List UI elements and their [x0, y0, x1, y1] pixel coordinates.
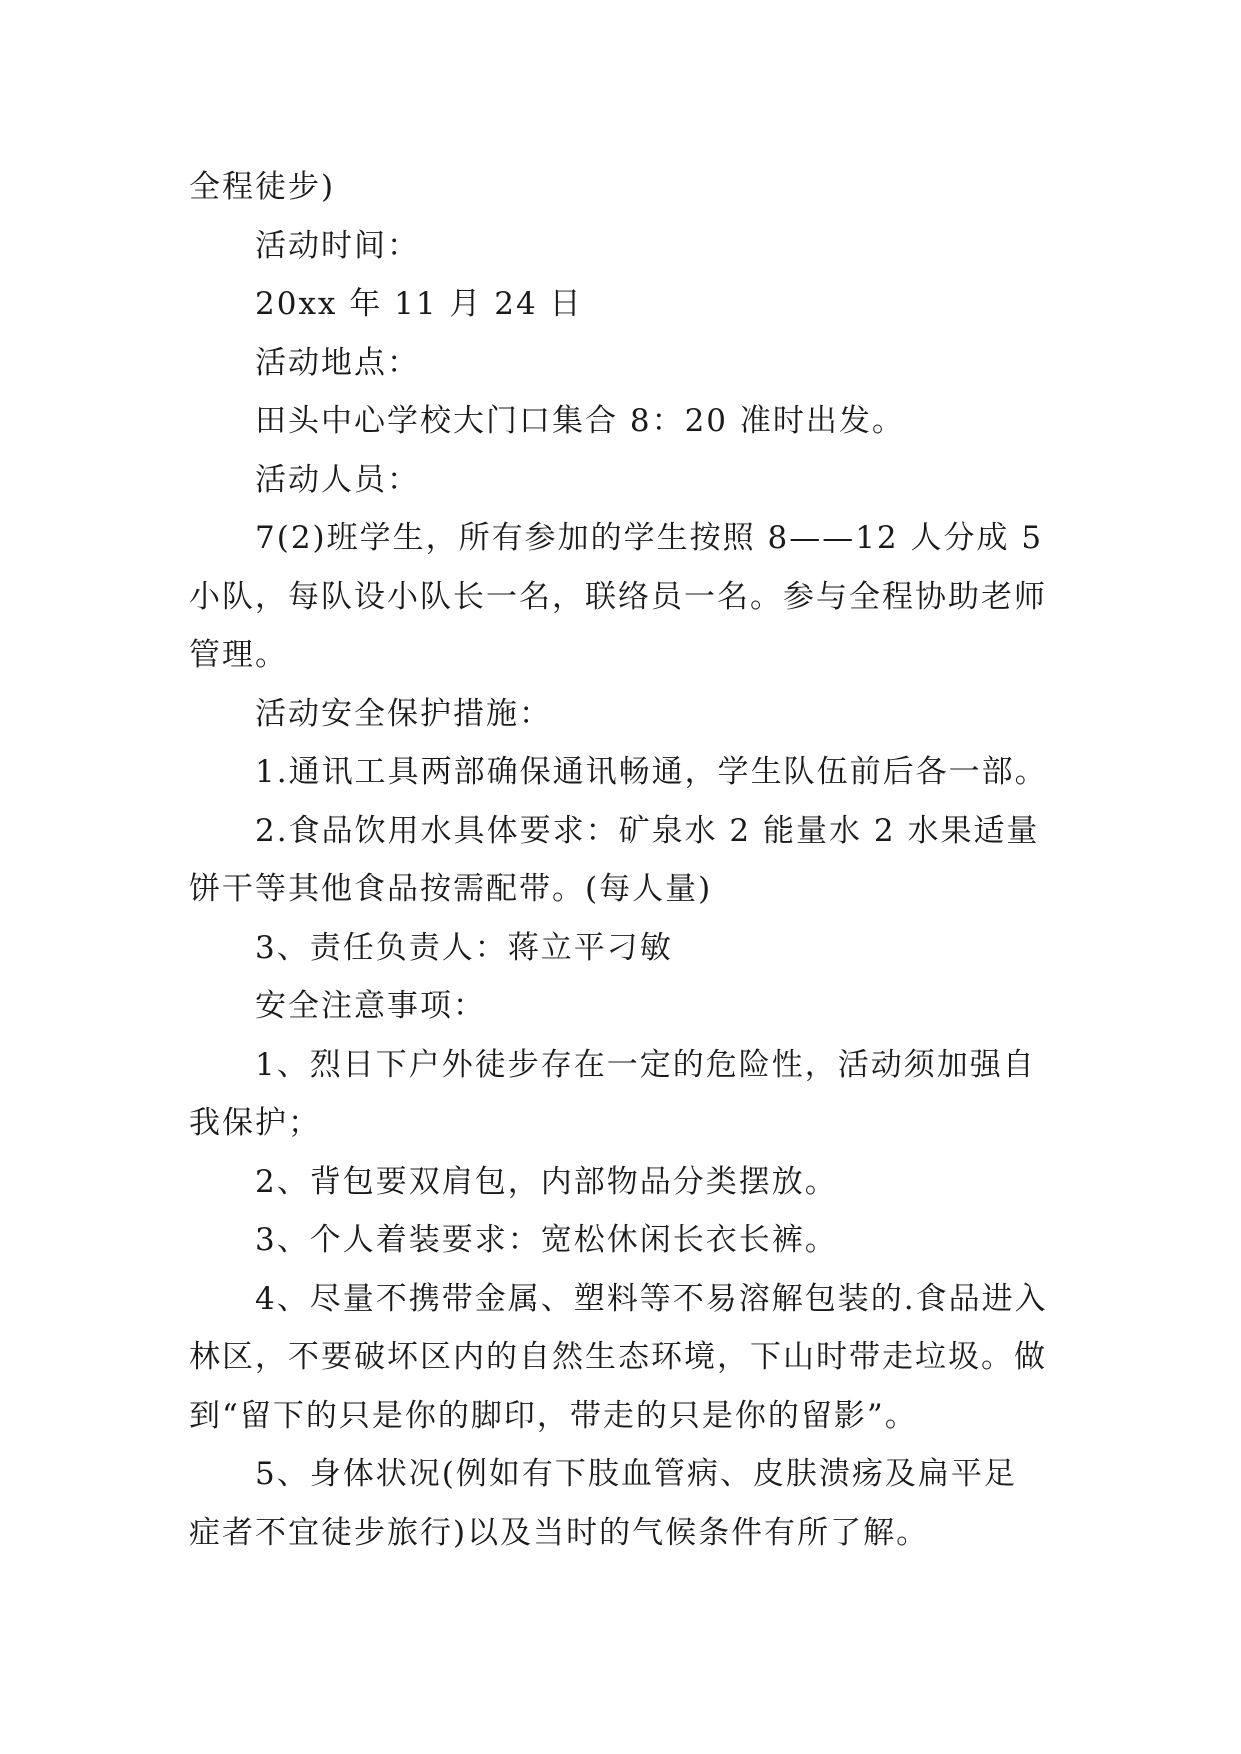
- paragraph-safety-measures-label: 活动安全保护措施：: [255, 695, 552, 732]
- paragraph-activity-people: 7(2)班学生，所有参加的学生按照 8——12 人分成 5 小队，每队设小队长一名，联络员一名。参与全程协助老师管理。: [189, 520, 1047, 673]
- paragraph-note-4: 4、尽量不携带金属、塑料等不易溶解包装的.食品进入林区，不要破坏区内的自然生态环境，下山时带走垃圾。做到“留下的只是你的脚印，带走的只是你的留影”。: [189, 1280, 1048, 1434]
- paragraph-note-5: 5、身体状况(例如有下肢血管病、皮肤溃疡及扁平足症者不宜徒步旅行)以及当时的气候条件有所了解。: [189, 1456, 1017, 1551]
- paragraph-measure-1: 1.通讯工具两部确保通讯畅通，学生队伍前后各一部。: [255, 754, 1048, 790]
- paragraph-activity-location-label: 活动地点：: [255, 344, 420, 381]
- paragraph-note-3: 3、个人着装要求：宽松休闲长衣长裤。: [255, 1222, 838, 1258]
- paragraph-activity-people-label: 活动人员：: [255, 461, 420, 498]
- paragraph-safety-notes-label: 安全注意事项：: [255, 988, 486, 1024]
- paragraph-activity-time-label: 活动时间：: [255, 227, 420, 264]
- paragraph-activity-date: 20xx 年 11 月 24 日: [255, 286, 583, 322]
- paragraph-activity-location: 田头中心学校大门口集合 8：20 准时出发。: [255, 403, 905, 439]
- document-body: [189, 158, 1049, 1562]
- paragraph-note-1: 1、烈日下户外徒步存在一定的危险性，活动须加强自我保护；: [189, 1046, 1036, 1141]
- paragraph-note-2: 2、背包要双肩包，内部物品分类摆放。: [255, 1163, 838, 1200]
- paragraph-hiking-note: 全程徒步): [189, 169, 336, 205]
- paragraph-measure-3: 3、责任负责人：蒋立平刁敏: [255, 929, 673, 966]
- paragraph-measure-2: 2.食品饮用水具体要求：矿泉水 2 能量水 2 水果适量饼干等其他食品按需配带。(每人量): [189, 812, 1040, 907]
